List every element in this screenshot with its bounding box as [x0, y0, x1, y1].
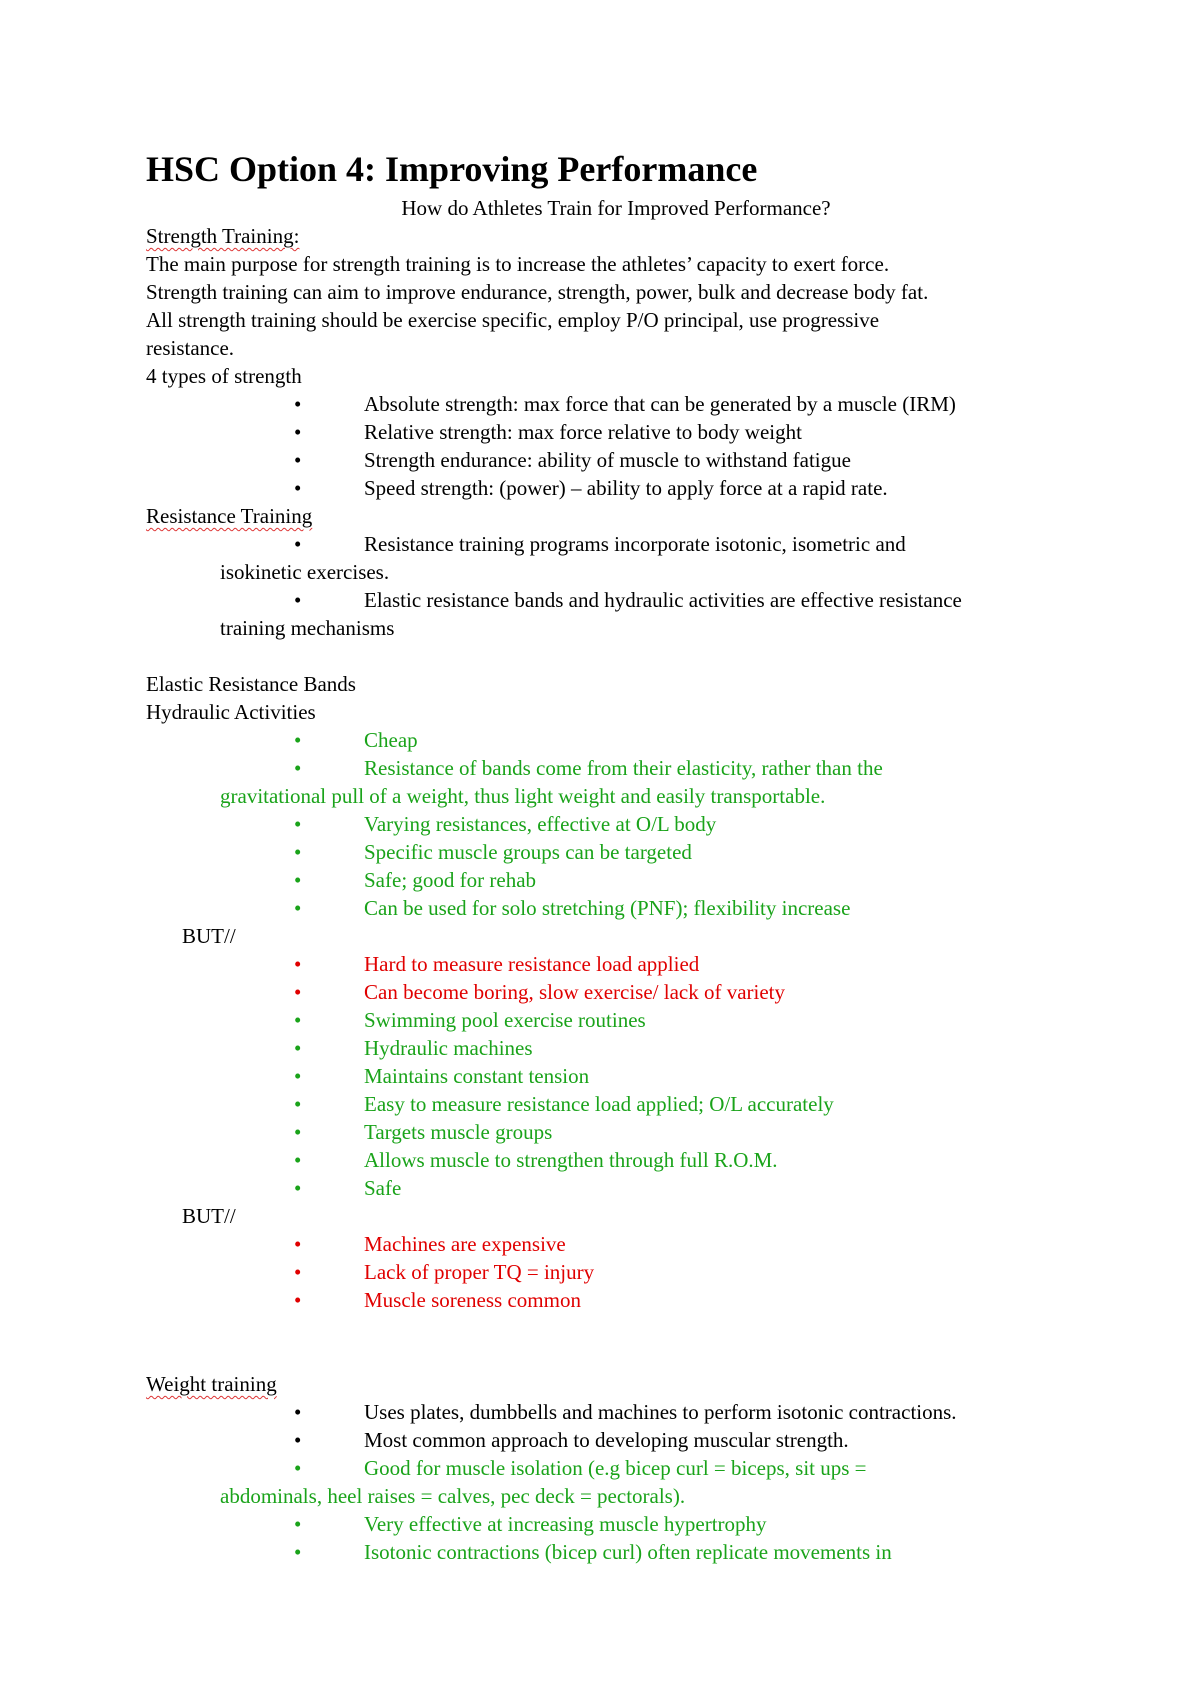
list-item-text: Hydraulic machines	[364, 1036, 533, 1060]
list-item-text: Safe	[364, 1176, 402, 1200]
list-item-text: Uses plates, dumbbells and machines to perform isotonic contractions.	[364, 1400, 957, 1424]
bullet-icon: •	[294, 1400, 302, 1424]
bullet-icon: •	[294, 812, 302, 836]
bullet-icon: •	[294, 1456, 302, 1480]
bullet-icon: •	[294, 1260, 302, 1284]
paragraph: resistance.	[146, 336, 235, 360]
list-item-text: Machines are expensive	[364, 1232, 566, 1256]
pro-item	[146, 1034, 1086, 1062]
hydraulic-label: Hydraulic Activities	[146, 700, 316, 724]
list-item-text: Varying resistances, effective at O/L body	[364, 812, 717, 836]
list-item	[146, 474, 1086, 502]
bullet-icon: •	[294, 728, 302, 752]
bullet-icon: •	[294, 952, 302, 976]
but-label: BUT//	[182, 1204, 236, 1228]
heading-weight-training	[146, 1370, 1086, 1398]
bullet-icon: •	[294, 420, 302, 444]
bullet-icon: •	[294, 1232, 302, 1256]
types-label: 4 types of strength	[146, 364, 302, 388]
con-item	[146, 1258, 1086, 1286]
bullet-icon: •	[294, 1148, 302, 1172]
pro-item	[146, 1118, 1086, 1146]
list-item-text: gravitational pull of a weight, thus light weight and easily transportable.	[220, 784, 826, 808]
bullet-icon: •	[294, 1064, 302, 1088]
bullet-icon: •	[294, 1288, 302, 1312]
pro-item	[146, 838, 1086, 866]
heading-text: Weight training	[146, 1372, 277, 1396]
bullet-icon: •	[294, 1540, 302, 1564]
list-item-text: Absolute strength: max force that can be generated by a muscle (IRM)	[364, 392, 956, 416]
pro-item	[146, 1510, 1086, 1538]
list-item-text: Elastic resistance bands and hydraulic activities are effective resistance	[364, 588, 962, 612]
list-item-text: training mechanisms	[220, 616, 395, 640]
bullet-icon: •	[294, 392, 302, 416]
list-item-text: Easy to measure resistance load applied; O/L accurately	[364, 1092, 834, 1116]
list-item	[146, 530, 1086, 586]
pro-item	[146, 866, 1086, 894]
spacer	[146, 642, 1086, 670]
paragraph: Strength training can aim to improve endurance, strength, power, bulk and decrease body fat.	[146, 280, 929, 304]
list-item-text: isokinetic exercises.	[220, 560, 390, 584]
paragraph: All strength training should be exercise specific, employ P/O principal, use progressive	[146, 308, 880, 332]
list-item-text: Hard to measure resistance load applied	[364, 952, 700, 976]
bullet-icon: •	[294, 840, 302, 864]
bullet-icon: •	[294, 1120, 302, 1144]
list-item-text: Lack of proper TQ = injury	[364, 1260, 595, 1284]
bullet-icon: •	[294, 1092, 302, 1116]
list-item-text: Can be used for solo stretching (PNF); flexibility increase	[364, 896, 851, 920]
spacer	[146, 1314, 1086, 1370]
pro-item	[146, 1062, 1086, 1090]
pro-item	[146, 754, 1086, 810]
elastic-label: Elastic Resistance Bands	[146, 672, 356, 696]
list-item	[146, 418, 1086, 446]
con-item	[146, 950, 1086, 978]
bullet-icon: •	[294, 1036, 302, 1060]
bullet-icon: •	[294, 532, 302, 556]
list-item-text: abdominals, heel raises = calves, pec deck = pectorals).	[220, 1484, 686, 1508]
list-item	[146, 446, 1086, 474]
list-item-text: Specific muscle groups can be targeted	[364, 840, 692, 864]
bullet-icon: •	[294, 448, 302, 472]
heading-text: Strength Training:	[146, 224, 300, 248]
list-item	[146, 390, 1086, 418]
bullet-icon: •	[294, 476, 302, 500]
list-item-text: Isotonic contractions (bicep curl) often replicate movements in	[364, 1540, 892, 1564]
pro-item	[146, 1146, 1086, 1174]
bullet-icon: •	[294, 980, 302, 1004]
list-item	[146, 1426, 1086, 1454]
bullet-icon: •	[294, 868, 302, 892]
pro-item	[146, 1454, 1086, 1510]
list-item-text: Targets muscle groups	[364, 1120, 553, 1144]
list-item-text: Allows muscle to strengthen through full R.O.M.	[364, 1148, 778, 1172]
pro-item	[146, 810, 1086, 838]
pro-item	[146, 1090, 1086, 1118]
but-label: BUT//	[182, 924, 236, 948]
pro-item	[146, 726, 1086, 754]
con-item	[146, 978, 1086, 1006]
bullet-icon: •	[294, 1176, 302, 1200]
list-item-text: Muscle soreness common	[364, 1288, 581, 1312]
list-item-text: Resistance of bands come from their elasticity, rather than the	[364, 756, 883, 780]
con-item	[146, 1230, 1086, 1258]
list-item-text: Relative strength: max force relative to body weight	[364, 420, 802, 444]
document-body	[146, 146, 1086, 1566]
list-item	[146, 586, 1086, 642]
list-item-text: Can become boring, slow exercise/ lack of variety	[364, 980, 786, 1004]
heading-resistance-training	[146, 502, 1086, 530]
pro-item	[146, 894, 1086, 922]
paragraph: The main purpose for strength training is to increase the athletes’ capacity to exert force.	[146, 252, 890, 276]
list-item-text: Resistance training programs incorporate isotonic, isometric and	[364, 532, 906, 556]
con-item	[146, 1286, 1086, 1314]
list-item-text: Cheap	[364, 728, 418, 752]
list-item-text: Good for muscle isolation (e.g bicep curl = biceps, sit ups =	[364, 1456, 867, 1480]
pro-item	[146, 1006, 1086, 1034]
list-item-text: Most common approach to developing muscular strength.	[364, 1428, 849, 1452]
pro-item	[146, 1538, 1086, 1566]
heading-text: Resistance Training	[146, 504, 313, 528]
bullet-icon: •	[294, 1512, 302, 1536]
bullet-icon: •	[294, 896, 302, 920]
list-item	[146, 1398, 1086, 1426]
bullet-icon: •	[294, 1008, 302, 1032]
list-item-text: Maintains constant tension	[364, 1064, 590, 1088]
bullet-icon: •	[294, 588, 302, 612]
bullet-icon: •	[294, 756, 302, 780]
list-item-text: Strength endurance: ability of muscle to withstand fatigue	[364, 448, 851, 472]
list-item-text: Speed strength: (power) – ability to apply force at a rapid rate.	[364, 476, 888, 500]
list-item-text: Swimming pool exercise routines	[364, 1008, 646, 1032]
bullet-icon: •	[294, 1428, 302, 1452]
list-item-text: Safe; good for rehab	[364, 868, 537, 892]
list-item-text: Very effective at increasing muscle hypertrophy	[364, 1512, 767, 1536]
page-subtitle: How do Athletes Train for Improved Performance?	[401, 196, 831, 220]
heading-strength-training	[146, 222, 1086, 250]
page-title: HSC Option 4: Improving Performance	[146, 149, 758, 189]
pro-item	[146, 1174, 1086, 1202]
